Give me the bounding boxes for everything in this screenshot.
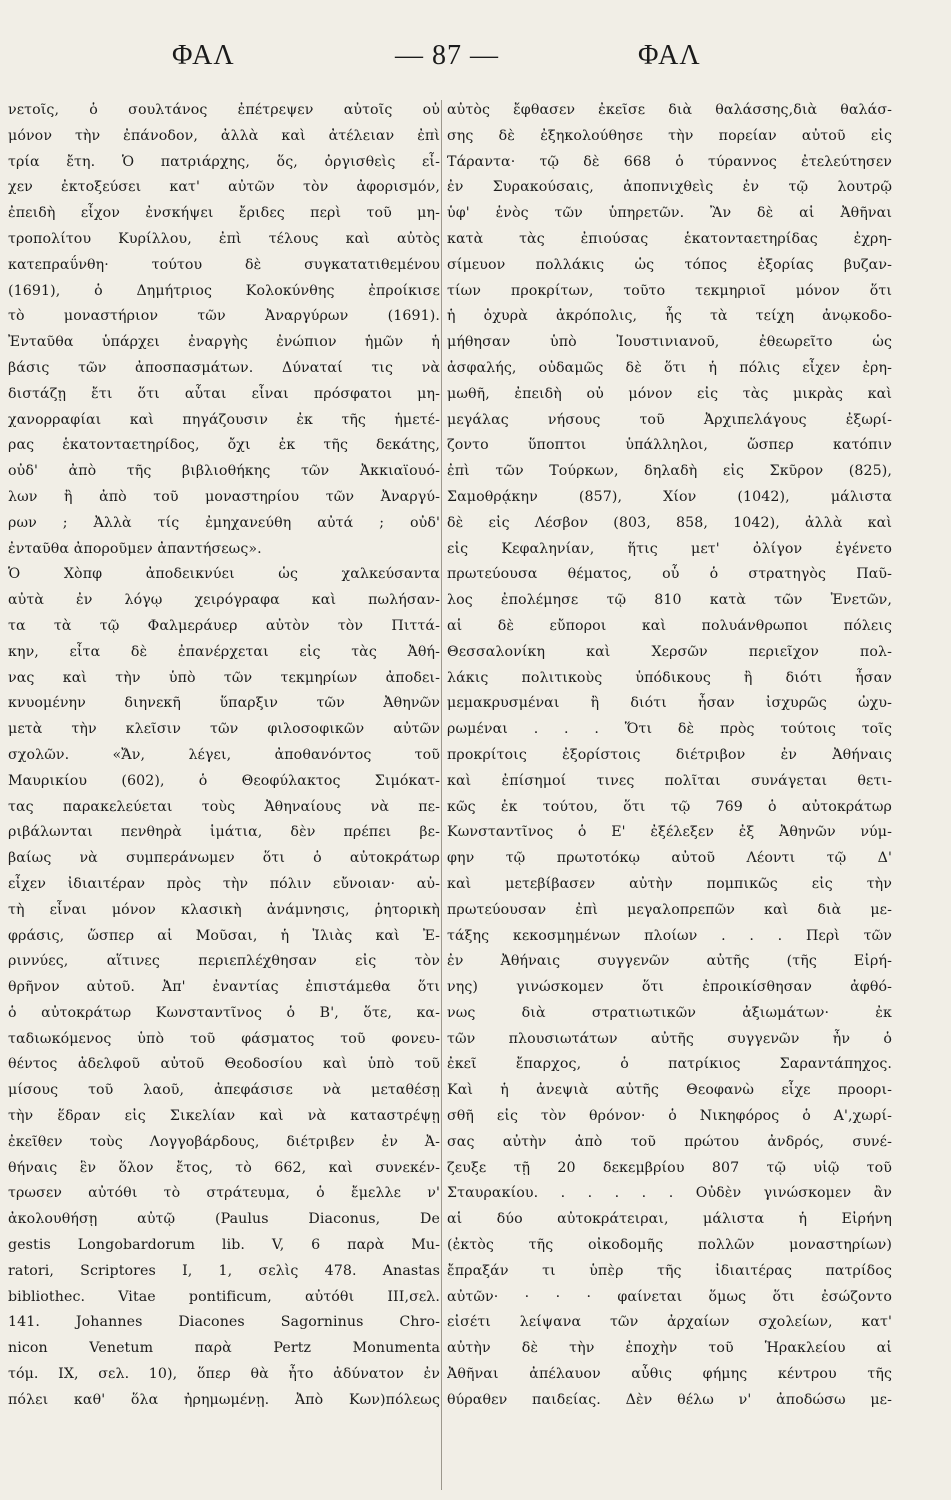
right-column-line: εἰς Κεφαληνίαν, ἥτις μετ' ὀλίγον ἐγένετο (447, 540, 892, 557)
right-column-line: μήθησαν ὑπὸ Ἰουστινιανοῦ, ἐθεωρεῖτο ὡς (447, 334, 892, 351)
right-column-line: ἡ ὀχυρὰ ἀκρόπολις, ἧς τὰ τείχη ἀνῳκοδο- (447, 308, 892, 325)
right-column-line: σας αὐτὴν ἀπὸ τοῦ πρώτου ἀνδρός, συνέ- (447, 1133, 892, 1150)
right-column-line: Κωνσταντῖνος ὁ Ε' ἐξέλεξεν ἐξ Ἀθηνῶν νύμ- (447, 824, 892, 841)
left-column-line: εἶχεν ἰδιαιτέραν πρὸς τὴν πόλιν εὔνοιαν· αὐ- (8, 875, 440, 892)
left-column-line: ρων ; Ἀλλὰ τίς ἐμηχανεύθη αὐτά ; οὐδ' (8, 514, 440, 531)
right-column-line: αἱ δύο αὐτοκράτειραι, μάλιστα ἡ Εἰρήνη (447, 1211, 892, 1228)
left-column-line: σχολῶν. «Ἄν, λέγει, ἀποθανόντος τοῦ (8, 746, 440, 763)
left-column-line: τὴν ἕδραν εἰς Σικελίαν καὶ νὰ καταστρέψῃ (8, 1108, 440, 1125)
right-column-line: κῶς ἐκ τούτου, ὅτι τῷ 769 ὁ αὐτοκράτωρ (447, 798, 892, 815)
header-right-guide-word: ΦΑΛ (638, 40, 701, 71)
left-column-line: μίσους τοῦ λαοῦ, ἀπεφάσισε νὰ μεταθέσῃ (8, 1082, 440, 1099)
right-column-line: τάξης κεκοσμημένων πλοίων . . . Περὶ τῶν (447, 927, 892, 944)
left-column-line: λων ἢ ἀπὸ τοῦ μοναστηρίου τῶν Ἀναργύ- (8, 488, 440, 505)
right-column-line: λάκις πολιτικοὺς ὑπόδικους ἢ διότι ἦσαν (447, 669, 892, 686)
left-column-line: τα τὰ τῷ Φαλμεράυερ αὐτὸν τὸν Πιττά- (8, 617, 440, 634)
left-column-line: ἐκεῖθεν τοὺς Λογγοβάρδους, διέτριβεν ἐν Ἀ- (8, 1133, 440, 1150)
left-column-line: τρωσεν αὐτόθι τὸ στράτευμα, ὁ ἔμελλε ν' (8, 1185, 440, 1202)
left-column-line: κνυομένην διηνεκῆ ὕπαρξιν τῶν Ἀθηνῶν (8, 695, 440, 712)
left-column-line: ρας ἑκατονταετηρίδος, ὄχι ἐκ τῆς δεκάτης, (8, 437, 440, 454)
left-column-line: τας παρακελεύεται τοὺς Ἀθηναίους νὰ πε- (8, 798, 440, 815)
right-column (447, 98, 892, 1414)
left-column-line: θρῆνον αὐτοῦ. Ἀπ' ἐναντίας ἐπιστάμεθα ὅτι (8, 979, 440, 996)
left-column-line: χεν ἐκτοξεύσει κατ' αὐτῶν τὸν ἀφορισμόν, (8, 179, 440, 196)
right-column-line: Καὶ ἡ ἀνεψιὰ αὐτῆς Θεοφανὼ εἶχε προορι- (447, 1082, 892, 1099)
right-column-line: (ἐκτὸς τῆς οἰκοδομῆς πολλῶν μοναστηρίων) (447, 1237, 892, 1254)
right-column-line: πρωτεύουσαν ἐπὶ μεγαλοπρεπῶν καὶ διὰ με- (447, 901, 892, 918)
right-column-line: Σαμοθρᾴκην (857), Χίον (1042), μάλιστα (447, 488, 892, 505)
right-column-line: μεμακρυσμέναι ἢ διότι ἦσαν ἰσχυρῶς ὠχυ- (447, 695, 892, 712)
right-column-line: ἔπραξάν τι ὑπὲρ τῆς ἰδιαιτέρας πατρίδος (447, 1262, 892, 1279)
right-column-line: ζοντο ὕποπτοι ὑπάλληλοι, ὥσπερ κατόπιν (447, 437, 892, 454)
right-column-line: θύραθεν παιδείας. Δὲν θέλω ν' ἀποδώσω με- (447, 1391, 892, 1408)
right-column-line: προκρίτοις ἐξορίστοις διέτριβον ἐν Ἀθήναις (447, 746, 892, 763)
right-column-line: εἰσέτι λείψανα τῶν ἀρχαίων σχολείων, κατ' (447, 1314, 892, 1331)
left-column-line: νετοῖς, ὁ σουλτάνος ἐπέτρεψεν αὐτοῖς οὐ (8, 102, 440, 118)
right-column-line: σης δὲ ἐξηκολούθησε τὴν πορείαν αὐτοῦ εἰς (447, 127, 892, 144)
left-column-line: 141. Johannes Diacones Sagorninus Chro- (8, 1314, 440, 1331)
left-column-line: διστάζῃ ἔτι ὅτι αὗται εἶναι πρόσφατοι μη- (8, 385, 440, 402)
right-column-line: αἱ δὲ εὔποροι καὶ πολυάνθρωποι πόλεις (447, 617, 892, 634)
running-header (0, 40, 951, 90)
left-column-line: ἀκολουθήσῃ αὐτῷ (Paulus Diaconus, De (8, 1211, 440, 1228)
right-column-line: κατὰ τὰς ἐπιούσας ἑκατονταετηρίδας ἐχρη- (447, 230, 892, 247)
right-column-line: νως διὰ στρατιωτικῶν ἀξιωμάτων· ἐκ (447, 1004, 892, 1021)
header-left-guide-word: ΦΑΛ (172, 40, 235, 71)
left-column-line: κην, εἶτα δὲ ἐπανέρχεται εἰς τὰς Ἀθή- (8, 643, 440, 660)
right-column-line: τῶν πλουσιωτάτων αὐτῆς συγγενῶν ἦν ὁ (447, 1030, 892, 1047)
left-column-line: βάσις τῶν ἀποσπασμάτων. Δύναταί τις νὰ (8, 359, 440, 376)
right-column-line: καὶ ἐπίσημοί τινες πολῖται συνάγεται θετι- (447, 772, 892, 789)
left-column-line: φράσις, ὥσπερ αἱ Μοῦσαι, ἡ Ἰλιὰς καὶ Ἐ- (8, 927, 440, 944)
right-column-line: τίων προκρίτων, τοῦτο τεκμηριοῖ μόνον ὅτι (447, 282, 892, 299)
left-column-line: τὸ μοναστήριον τῶν Ἀναργύρων (1691). (8, 308, 440, 325)
page-number: — 87 — (395, 40, 499, 71)
right-column-line: ἐκεῖ ἔπαρχος, ὁ πατρίκιος Σαραντάπηχος. (447, 1056, 892, 1073)
right-column-line: φην τῷ πρωτοτόκῳ αὐτοῦ Λέοντι τῷ Δ' (447, 850, 892, 867)
right-column-line: αὐτὸς ἔφθασεν ἐκεῖσε διὰ θαλάσσης,διὰ θαλάσ- (447, 102, 892, 118)
right-column-line: πρωτεύουσα θέματος, οὗ ὁ στρατηγὸς Παῦ- (447, 566, 892, 583)
left-column-line: χανορραφίαι καὶ πηγάζουσιν ἐκ τῆς ἡμετέ- (8, 411, 440, 428)
right-column-line: αὐτὴν δὲ τὴν ἐποχὴν τοῦ Ἡρακλείου αἱ (447, 1340, 892, 1357)
left-column-line: νας καὶ τὴν ὑπὸ τῶν τεκμηρίων ἀποδει- (8, 669, 440, 686)
left-column-line: Μαυρικίου (602), ὁ Θεοφύλακτος Σιμόκατ- (8, 772, 440, 789)
right-column-line: ζευξε τῇ 20 δεκεμβρίου 807 τῷ υἱῷ τοῦ (447, 1159, 892, 1176)
left-column-line: τρία ἔτη. Ὁ πατριάρχης, ὅς, ὀργισθεὶς εἶ- (8, 153, 440, 170)
left-column-line: θέντος ἀδελφοῦ αὐτοῦ Θεοδοσίου καὶ ὑπὸ τοῦ (8, 1056, 440, 1073)
left-column-line: κατεπραΰνθη· τούτου δὲ συγκατατιθεμένου (8, 256, 440, 273)
right-column-line: Ἀθῆναι ἀπέλαυον αὖθις φήμης κέντρου τῆς (447, 1366, 892, 1383)
left-column-line: τόμ. IX, σελ. 10), ὅπερ θὰ ἦτο ἀδύνατον ἐν (8, 1366, 440, 1383)
right-column-line: ἀσφαλής, οὐδαμῶς δὲ ὅτι ἡ πόλις εἶχεν ἐρη- (447, 359, 892, 376)
left-column-line: θήναις ἓν ὅλον ἔτος, τὸ 662, καὶ συνεκέν- (8, 1159, 440, 1176)
right-column-line: σθῆ εἰς τὸν θρόνον· ὁ Νικηφόρος ὁ Α',χωρί- (447, 1108, 892, 1125)
right-column-line: Τάραντα· τῷ δὲ 668 ὁ τύραννος ἐτελεύτησεν (447, 153, 892, 170)
left-column (8, 98, 440, 1414)
right-column-line: ἐν Ἀθήναις συγγενῶν αὐτῆς (τῆς Εἰρή- (447, 953, 892, 970)
left-column-line: βαίως νὰ συμπεράνωμεν ὅτι ὁ αὐτοκράτωρ (8, 850, 440, 867)
left-column-line: πόλει καθ' ὅλα ἠρημωμένῃ. Ἀπὸ Κων)πόλεως (8, 1391, 440, 1408)
right-column-line: μεγάλας νήσους τοῦ Ἀρχιπελάγους ἐξωρί- (447, 411, 892, 428)
right-column-line: ἐν Συρακούσαις, ἀποπνιχθεὶς ἐν τῷ λουτρῷ (447, 179, 892, 196)
right-column-line: νης) γινώσκομεν ὅτι ἐπροικίσθησαν ἀφθό- (447, 979, 892, 996)
right-column-line: καὶ μετεβίβασεν αὐτὴν πομπικῶς εἰς τὴν (447, 875, 892, 892)
right-column-line: μωθῆ, ἐπειδὴ οὐ μόνον εἰς τὰς μικρὰς καὶ (447, 385, 892, 402)
left-column-line: gestis Longobardorum lib. V, 6 παρὰ Mu- (8, 1237, 440, 1254)
right-column-line: Σταυρακίου. . . . . . Οὐδὲν γινώσκομεν ἂν (447, 1185, 892, 1202)
left-column-line: bibliothec. Vitae pontificum, αὐτόθι III,σελ. (8, 1288, 440, 1305)
left-column-line: nicon Venetum παρὰ Pertz Monumenta (8, 1340, 440, 1357)
column-divider (441, 100, 442, 1490)
left-column-line: μόνον τὴν ἐπάνοδον, ἀλλὰ καὶ ἀτέλειαν ἐπὶ (8, 127, 440, 144)
left-column-line: αὐτὰ ἐν λόγῳ χειρόγραφα καὶ πωλήσαν- (8, 592, 440, 609)
left-column-line: (1691), ὁ Δημήτριος Κολοκύνθης ἐπροίκισε (8, 282, 440, 299)
right-column-line: σίμευον πολλάκις ὡς τόπος ἐξορίας βυζαν- (447, 256, 892, 273)
left-column-line: τροπολίτου Κυρίλλου, ἐπὶ τέλους καὶ αὐτὸς (8, 230, 440, 247)
right-column-line: ὑφ' ἑνὸς τῶν ὑπηρετῶν. Ἂν δὲ αἱ Ἀθῆναι (447, 205, 892, 222)
left-column-line: ριννύες, αἵτινες περιεπλέχθησαν εἰς τὸν (8, 953, 440, 970)
left-column-line: ταδιωκόμενος ὑπὸ τοῦ φάσματος τοῦ φονευ- (8, 1030, 440, 1047)
left-column-line: ἐνταῦθα ἀποροῦμεν ἀπαντήσεως». (8, 540, 262, 557)
right-column-line: Θεσσαλονίκη καὶ Χερσῶν περιεῖχον πολ- (447, 643, 892, 660)
left-column-line: Ἐνταῦθα ὑπάρχει ἐναργὴς ἐνώπιον ἡμῶν ἡ (8, 334, 440, 351)
right-column-line: ἐπὶ τῶν Τούρκων, δηλαδὴ εἰς Σκῦρον (825), (447, 463, 892, 480)
left-column-line: ὁ αὐτοκράτωρ Κωνσταντῖνος ὁ Β', ὅτε, κα- (8, 1004, 440, 1021)
right-column-line: δὲ εἰς Λέσβον (803, 858, 1042), ἀλλὰ καὶ (447, 514, 892, 531)
right-column-line: λος ἐπολέμησε τῷ 810 κατὰ τῶν Ἐνετῶν, (447, 592, 892, 609)
left-column-line: ἐπειδὴ εἶχον ἐνσκήψει ἔριδες περὶ τοῦ μη- (8, 205, 440, 222)
left-column-line: οὐδ' ἀπὸ τῆς βιβλιοθήκης τῶν Ἀκκιαϊουό- (8, 463, 440, 480)
left-column-line: ratori, Scriptores I, 1, σελὶς 478. Anastas (8, 1262, 440, 1279)
left-column-line: τὴ εἶναι μόνον κλασικὴ ἀνάμνησις, ῥητορικὴ (8, 901, 440, 918)
left-column-line: Ὁ Χὸπφ ἀποδεικνύει ὡς χαλκεύσαντα (8, 566, 440, 583)
left-column-line: ριβάλωνται πενθηρὰ ἱμάτια, δὲν πρέπει βε- (8, 824, 440, 841)
right-column-line: ρωμέναι . . . Ὅτι δὲ πρὸς τούτοις τοῖς (447, 721, 892, 738)
left-column-line: μετὰ τὴν κλεῖσιν τῶν φιλοσοφικῶν αὐτῶν (8, 721, 440, 738)
right-column-line: αὐτῶν· · · · φαίνεται ὅμως ὅτι ἐσώζοντο (447, 1288, 892, 1305)
